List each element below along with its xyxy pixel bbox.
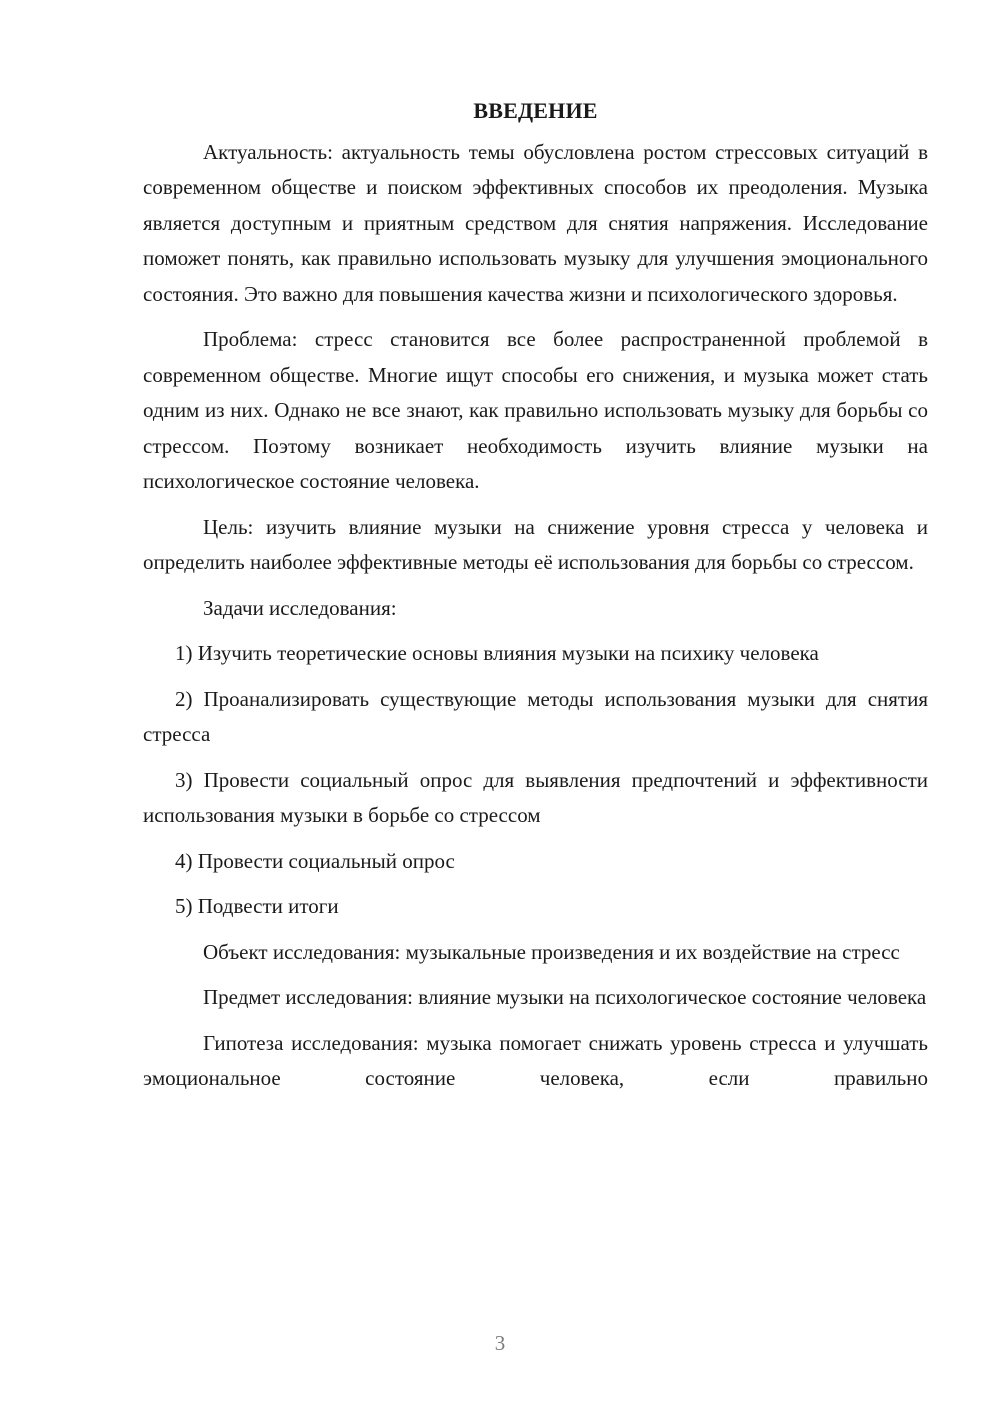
task-item-1: 1) Изучить теоретические основы влияния музыки на психику человека xyxy=(175,641,819,665)
paragraph-tasks-heading: Задачи исследования: xyxy=(203,595,397,620)
paragraph-problem: Проблема: стресс становится все более распространенной проблемой в современном обществе. Многие ищут способы его снижения, и музыка может стать одним из них. Однако не все знают, как правильно использовать музыку для борьбы со стрессом. Поэтому возникает необходимость изучить влияние музыки на психологическое состояние человека. xyxy=(143,327,928,493)
page-number: 3 xyxy=(494,1331,506,1355)
paragraph-object: Объект исследования: музыкальные произведения и их воздействие на стресс xyxy=(203,939,900,964)
task-item-5: 5) Подвести итоги xyxy=(175,894,339,918)
paragraph-subject: Предмет исследования: влияние музыки на психологическое состояние человека xyxy=(203,985,927,1009)
task-item-3: 3) Провести социальный опрос для выявления предпочтений и эффективности использования музыки в борьбе со стрессом xyxy=(143,767,928,827)
paragraph-goal: Цель: изучить влияние музыки на снижение уровня стресса у человека и определить наиболее эффективные методы её использования для борьбы со стрессом. xyxy=(143,514,928,574)
page-body xyxy=(143,93,928,1097)
paragraph-hypothesis: Гипотеза исследования: музыка помогает снижать уровень стресса и улучшать эмоциональное состояние человека, если правильно xyxy=(143,1030,928,1090)
task-item-2: 2) Проанализировать существующие методы использования музыки для снятия стресса xyxy=(143,686,928,746)
task-item-4: 4) Провести социальный опрос xyxy=(175,848,455,873)
paragraph-relevance: Актуальность: актуальность темы обусловлена ростом стрессовых ситуаций в современном обществе и поиском эффективных способов их преодоления. Музыка является доступным и приятным средством для снятия напряжения. Исследование поможет понять, как правильно использовать музыку для улучшения эмоционального состояния. Это важно для повышения качества жизни и психологического здоровья. xyxy=(143,139,928,306)
section-title: ВВЕДЕНИЕ xyxy=(473,98,598,123)
